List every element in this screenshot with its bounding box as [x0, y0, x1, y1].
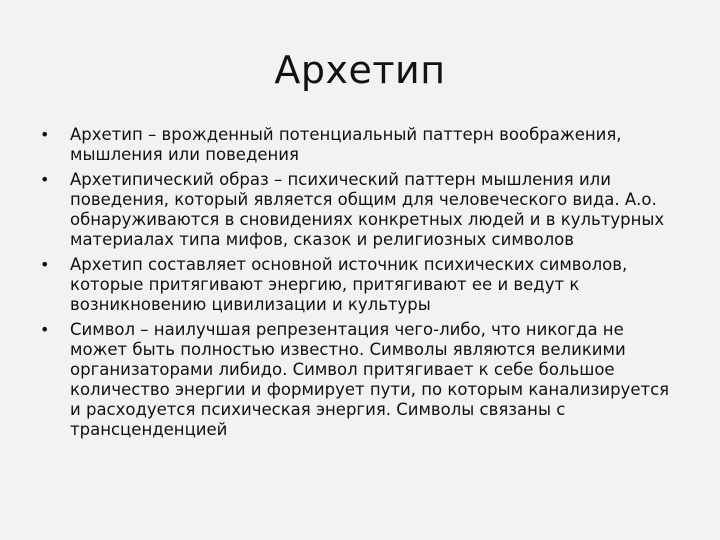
bullet-text: Архетип – врожденный потенциальный паттерн воображения, мышления или поведения [70, 125, 622, 164]
bullet-text: Архетип составляет основной источник психических символов, которые притягивают энергию, притягивают ее и ведут к возникновению цивилизации и культуры [70, 255, 628, 314]
bullet-item [40, 255, 680, 315]
bullet-text: Архетипический образ – психический паттерн мышления или поведения, который является общим для человеческого вида. А.о. обнаруживаются в сновидениях конкретных людей и в культурных материалах типа мифов, сказок и религиозных символов [70, 170, 665, 249]
bullet-text: Символ – наилучшая репрезентация чего-либо, что никогда не может быть полностью известно. Символы являются великими организаторами либидо. Символ притягивает к себе большое количество энергии и формирует пути, по которым канализируется и расходуется психическая энергия. Символы связаны с трансценденцией [70, 320, 670, 439]
bullet-item [40, 320, 680, 440]
bullet-icon: • [40, 320, 50, 339]
bullet-item [40, 170, 680, 250]
bullet-icon: • [40, 125, 50, 144]
bullet-icon: • [40, 170, 50, 189]
bullet-list [40, 125, 680, 440]
slide-content [40, 125, 680, 445]
bullet-item [40, 125, 680, 165]
bullet-icon: • [40, 255, 50, 274]
slide-title: Архетип [274, 48, 446, 92]
